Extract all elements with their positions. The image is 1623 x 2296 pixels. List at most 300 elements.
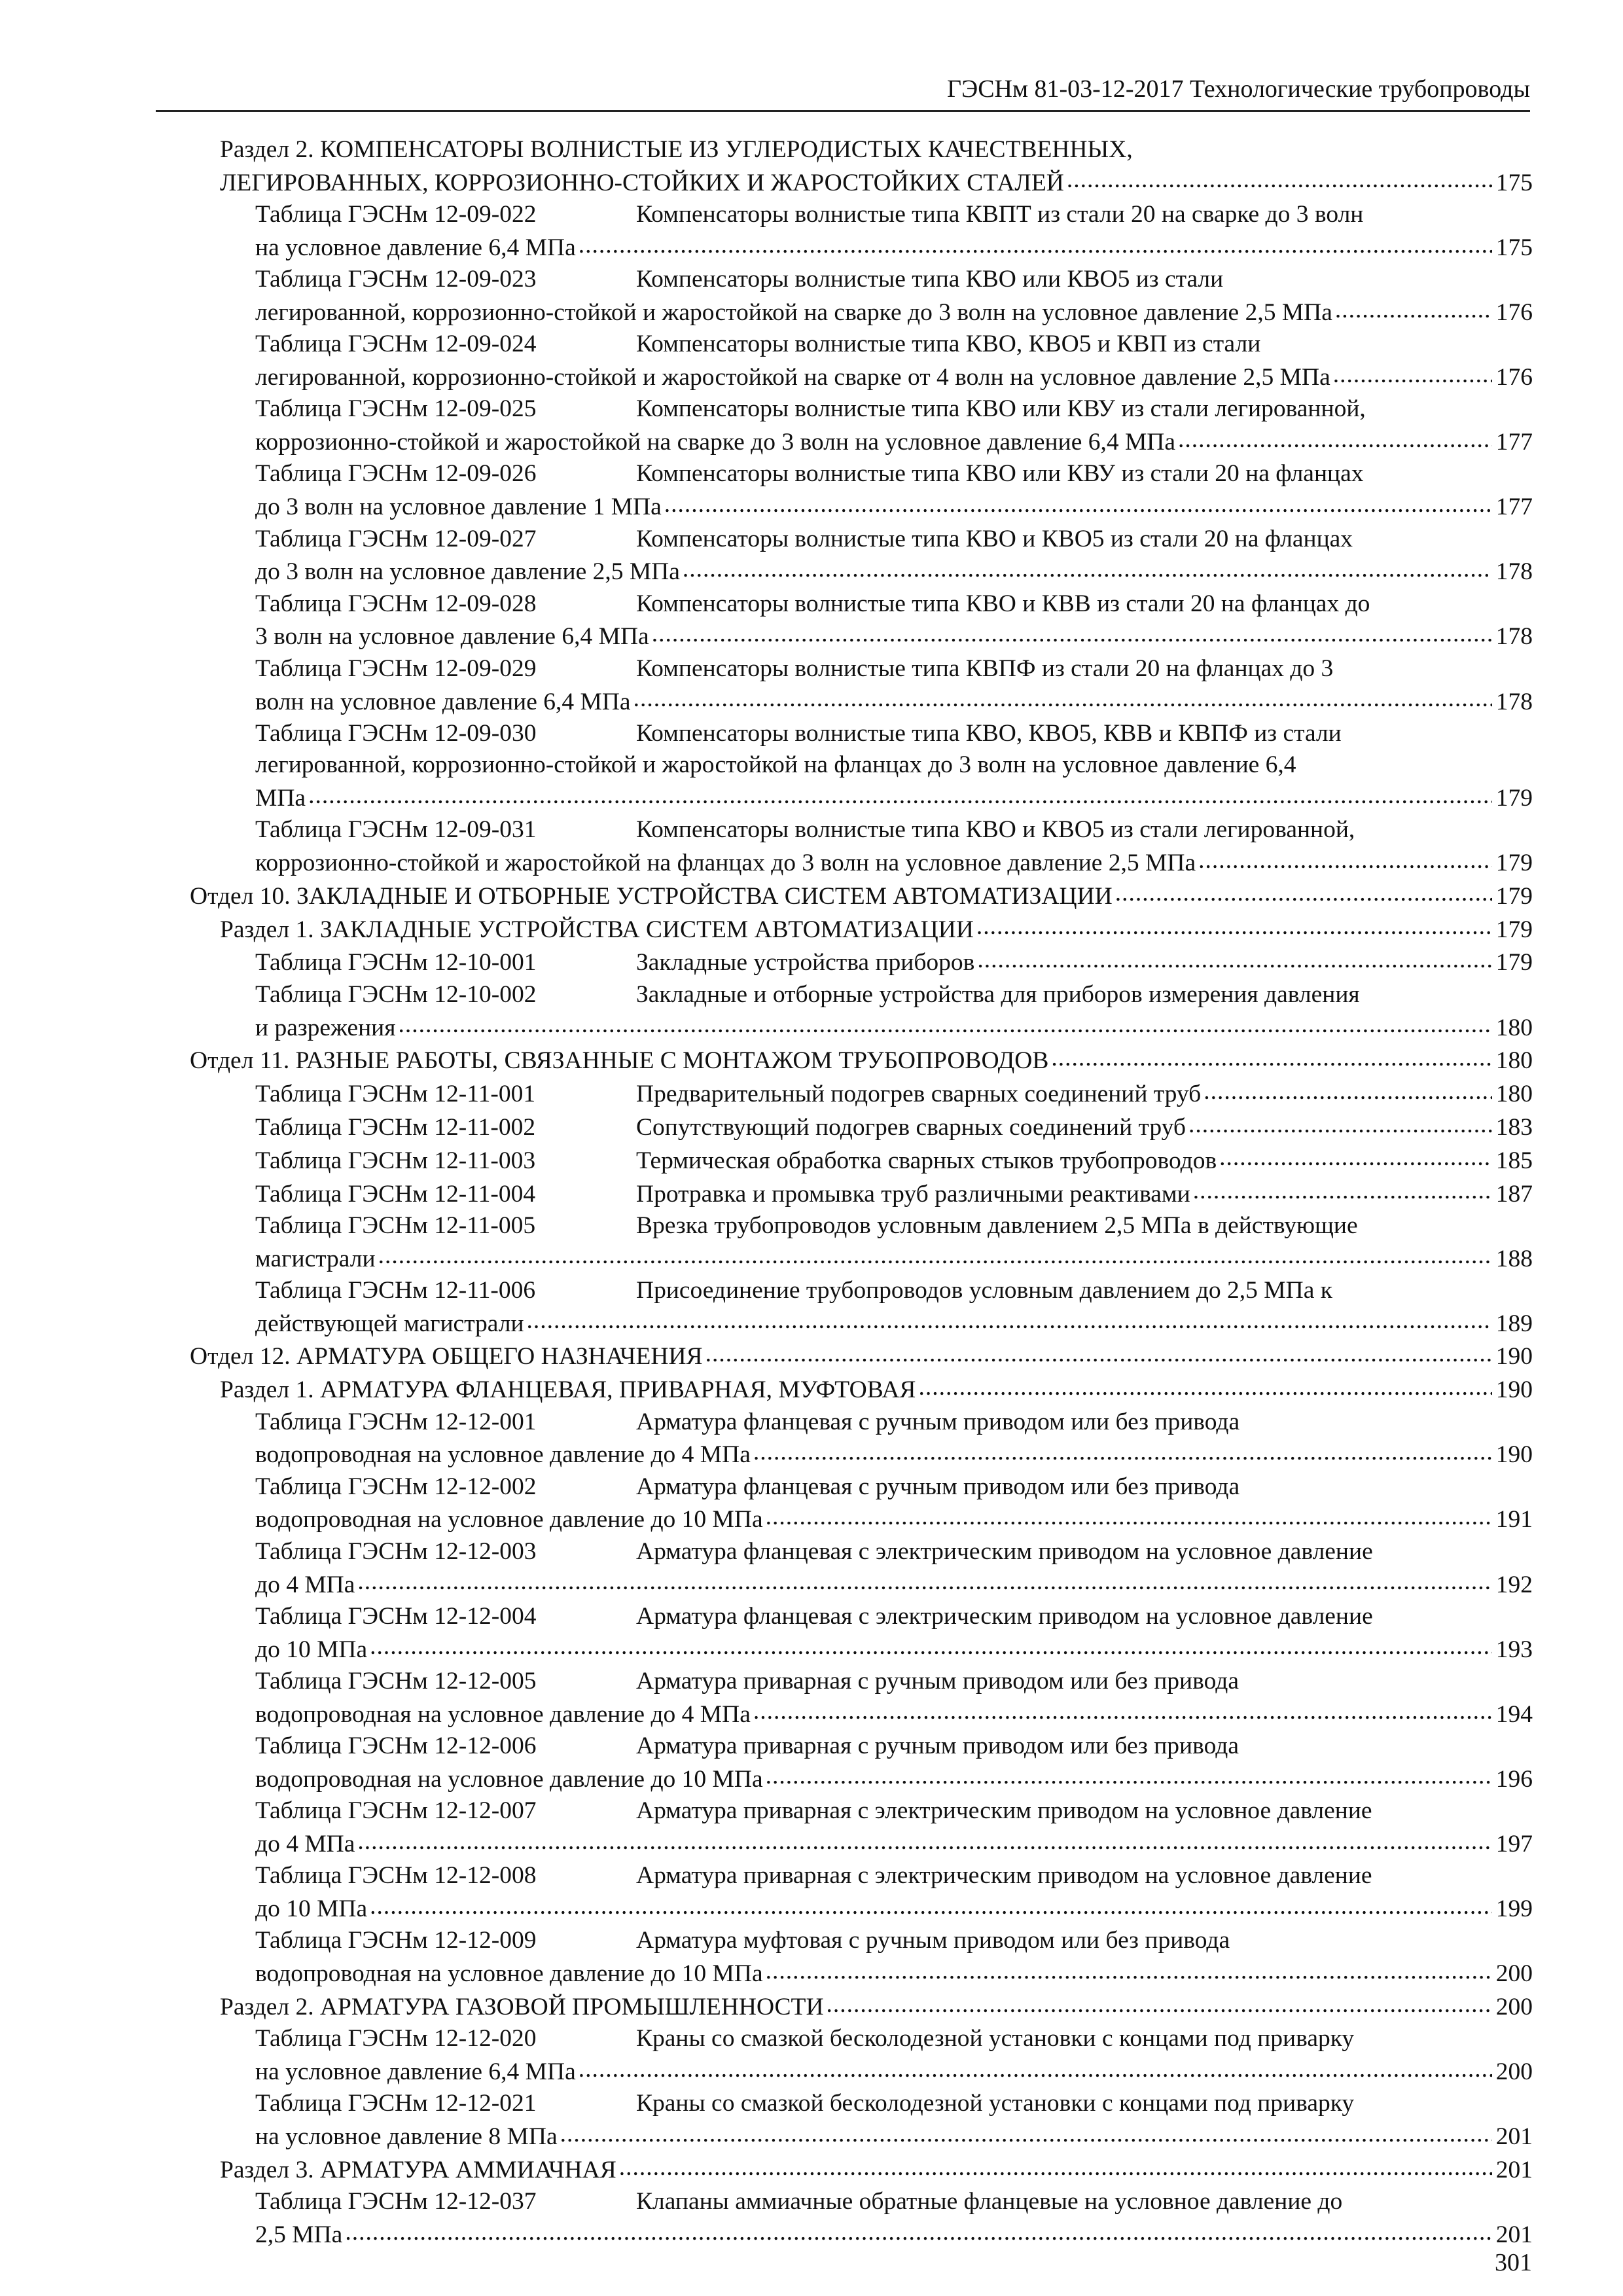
toc-entry-title: до 10 МПа (255, 1895, 368, 1923)
table-code: Таблица ГЭСНм 12-12-021 (255, 2090, 537, 2117)
toc-entry-title: и разрежения (255, 1014, 396, 1041)
table-title: Арматура приварная с электрическим приводом на условное давление (636, 1797, 1372, 1825)
toc-line (190, 1795, 1533, 1827)
toc-entry (190, 524, 1533, 588)
section-title: Раздел 2. КОМПЕНСАТОРЫ ВОЛНИСТЫЕ ИЗ УГЛЕРОДИСТЫХ КАЧЕСТВЕННЫХ, (220, 136, 1133, 163)
toc-line (190, 1373, 1533, 1407)
toc-page-number: 189 (1495, 1310, 1533, 1337)
dot-leader (345, 2218, 1491, 2243)
dot-leader (652, 620, 1492, 645)
toc-entry-text (255, 556, 680, 588)
table-code: Таблица ГЭСНм 12-09-028 (255, 590, 537, 617)
table-title: Предварительный подогрев сварных соединений труб (636, 1081, 1202, 1108)
toc-entry-text (190, 1341, 703, 1372)
dot-leader (579, 230, 1492, 255)
table-code: Таблица ГЭСНм 12-09-030 (255, 719, 537, 747)
dot-leader (1051, 1044, 1491, 1069)
toc-entry-text (255, 1504, 763, 1535)
toc-line (190, 718, 1533, 749)
toc-line (190, 1143, 1533, 1177)
table-code: Таблица ГЭСНм 12-11-005 (255, 1211, 536, 1239)
toc-entry-title: до 3 волн на условное давление 1 МПа (255, 493, 662, 521)
toc-entry-text (255, 1958, 763, 1990)
toc-line (190, 1011, 1533, 1044)
table-title: Компенсаторы волнистые типа КВО или КВУ из стали легированной, (636, 395, 1366, 423)
toc-entry-title: Раздел 2. АРМАТУРА ГАЗОВОЙ ПРОМЫШЛЕННОСТИ (220, 1993, 824, 2020)
table-title: Компенсаторы волнистые типа КВО и КВВ из стали 20 на фланцах до (636, 590, 1370, 617)
toc-page-number: 190 (1495, 1343, 1533, 1371)
table-code: Таблица ГЭСНм 12-12-008 (255, 1862, 537, 1890)
toc-entry (190, 588, 1533, 653)
table-title-continued: легированной, коррозионно-стойкой и жаростойкой на фланцах до 3 волн на условное давление 6,4 (255, 751, 1296, 779)
dot-leader (1178, 425, 1492, 450)
toc-entry-title: Отдел 12. АРМАТУРА ОБЩЕГО НАЗНАЧЕНИЯ (190, 1343, 703, 1371)
toc-entry-text (255, 2121, 558, 2153)
table-code: Таблица ГЭСНм 12-09-027 (255, 525, 537, 552)
toc-entry-title: Раздел 3. АРМАТУРА АММИАЧНАЯ (220, 2156, 616, 2183)
toc-entry (190, 1177, 1533, 1210)
toc-line (190, 1503, 1533, 1536)
toc-page-number: 179 (1495, 882, 1533, 910)
toc-line (190, 329, 1533, 360)
toc-entry-text (255, 1112, 1186, 1143)
table-code: Таблица ГЭСНм 12-09-031 (255, 816, 537, 844)
table-code: Таблица ГЭСНм 12-09-026 (255, 460, 537, 488)
toc-page-number: 187 (1495, 1180, 1533, 1208)
toc-line (190, 1731, 1533, 1762)
toc-line (190, 1666, 1533, 1697)
table-title: Компенсаторы волнистые типа КВО, КВО5 и КВП из стали (636, 331, 1261, 358)
toc-line (190, 846, 1533, 880)
toc-line (190, 1601, 1533, 1632)
toc-entry-text (255, 1145, 1217, 1177)
toc-line (190, 749, 1533, 781)
toc-entry (190, 1860, 1533, 1925)
table-title: Арматура приварная с ручным приводом или без привода (636, 1667, 1239, 1695)
table-title: Арматура приварная с электрическим приводом на условное давление (636, 1862, 1372, 1890)
page-number: 301 (1495, 2249, 1532, 2276)
toc-entry (190, 814, 1533, 879)
toc-line (190, 1892, 1533, 1926)
table-code: Таблица ГЭСНм 12-12-002 (255, 1473, 537, 1500)
toc-line (190, 555, 1533, 588)
toc-page-number: 194 (1495, 1700, 1533, 1728)
toc-entry-text (220, 1992, 824, 2023)
table-code: Таблица ГЭСНм 12-09-024 (255, 331, 537, 358)
toc-page-number: 197 (1495, 1830, 1533, 1857)
toc-entry-title: водопроводная на условное давление до 10 МПа (255, 1765, 763, 1793)
toc-entry-title: 2,5 МПа (255, 2221, 343, 2248)
toc-entry (190, 912, 1533, 946)
dot-leader (308, 781, 1492, 806)
toc-entry-text (255, 232, 576, 264)
toc-line (190, 1762, 1533, 1795)
toc-line (190, 361, 1533, 394)
toc-line (190, 879, 1533, 912)
toc-entry (190, 1731, 1533, 1795)
toc-entry-text (255, 1829, 355, 1860)
toc-line (190, 490, 1533, 524)
toc-page-number: 179 (1495, 916, 1533, 943)
toc-entry (190, 1666, 1533, 1731)
dot-leader (527, 1306, 1492, 1331)
toc-line (190, 393, 1533, 425)
toc-entry-text (255, 1308, 524, 1340)
toc-entry-text (255, 297, 1332, 329)
dot-leader (664, 490, 1492, 515)
table-code: Таблица ГЭСНм 12-11-001 (255, 1081, 536, 1108)
dot-leader (683, 555, 1492, 580)
table-code: Таблица ГЭСНм 12-12-007 (255, 1797, 537, 1825)
toc-entry (190, 1373, 1533, 1407)
toc-line (190, 814, 1533, 846)
toc-line (190, 2023, 1533, 2054)
toc-entry-title: легированной, коррозионно-стойкой и жаростойкой на сварке от 4 волн на условное давление 2,5 МПа (255, 364, 1330, 391)
table-title: Термическая обработка сварных стыков трубопроводов (636, 1147, 1217, 1174)
toc-line (190, 1568, 1533, 1601)
dot-leader (753, 1697, 1492, 1722)
toc-entry-text (255, 947, 974, 978)
dot-leader (1198, 846, 1492, 871)
toc-entry (190, 1925, 1533, 1990)
toc-page-number: 200 (1495, 2058, 1533, 2086)
toc-line (190, 588, 1533, 620)
toc-entry-title: Отдел 11. РАЗНЫЕ РАБОТЫ, СВЯЗАННЫЕ С МОНТАЖОМ ТРУБОПРОВОДОВ (190, 1047, 1049, 1075)
table-code: Таблица ГЭСНм 12-12-004 (255, 1602, 537, 1630)
table-title: Арматура фланцевая с ручным приводом или без привода (636, 1473, 1240, 1500)
table-title: Компенсаторы волнистые типа КВО и КВО5 из стали 20 на фланцах (636, 525, 1353, 552)
toc-line (190, 946, 1533, 979)
dot-leader (1193, 1177, 1492, 1202)
toc-entry (190, 2153, 1533, 2186)
dot-leader (977, 946, 1491, 971)
table-title: Врезка трубопроводов условным давлением 2,5 МПа в действующие (636, 1211, 1358, 1239)
toc-entry-title: коррозионно-стойкой и жаростойкой на фланцах до 3 волн на условное давление 2,5 МПа (255, 850, 1196, 877)
toc-line (190, 295, 1533, 329)
toc-entry-title: до 3 волн на условное давление 2,5 МПа (255, 558, 680, 586)
dot-leader (753, 1438, 1492, 1463)
toc-line (190, 2153, 1533, 2186)
toc-entry-text (255, 1439, 751, 1471)
toc-entry-text (255, 687, 631, 718)
toc-entry (190, 1536, 1533, 1601)
toc-page-number: 177 (1495, 429, 1533, 456)
table-title: Арматура муфтовая с ручным приводом или без привода (636, 1927, 1230, 1954)
toc-entry (190, 1407, 1533, 1471)
toc-entry-title: магистрали (255, 1245, 376, 1272)
dot-leader (1333, 361, 1492, 386)
toc-entry-title: МПа (255, 784, 306, 812)
table-code: Таблица ГЭСНм 12-12-009 (255, 1927, 537, 1954)
toc-entry-text (255, 427, 1175, 458)
toc-line (190, 1210, 1533, 1242)
toc-page-number: 201 (1495, 2221, 1533, 2248)
toc-page-number: 179 (1495, 850, 1533, 877)
toc-page-number: 180 (1495, 1081, 1533, 1108)
toc-line (190, 2055, 1533, 2089)
table-code: Таблица ГЭСНм 12-11-002 (255, 1113, 536, 1141)
toc-entry-text (255, 1764, 763, 1795)
toc-entry-text (255, 2056, 576, 2088)
toc-page-number: 175 (1495, 169, 1533, 196)
toc-entry (190, 2186, 1533, 2251)
table-title: Арматура фланцевая с электрическим приводом на условное давление (636, 1602, 1373, 1630)
toc-entry-text (255, 1013, 396, 1044)
table-code: Таблица ГЭСНм 12-09-023 (255, 266, 537, 293)
toc-entry-text (255, 1634, 367, 1666)
dot-leader (357, 1568, 1491, 1592)
toc-entry (190, 329, 1533, 393)
table-title: Компенсаторы волнистые типа КВО, КВО5, КВВ и КВПФ из стали (636, 719, 1342, 747)
table-title: Клапаны аммиачные обратные фланцевые на условное давление до (636, 2188, 1343, 2215)
dot-leader (357, 1827, 1491, 1852)
table-code: Таблица ГЭСНм 12-11-004 (255, 1180, 536, 1208)
table-title: Закладные и отборные устройства для приборов измерения давления (636, 980, 1360, 1008)
toc-line (190, 2186, 1533, 2217)
table-title: Компенсаторы волнистые типа КВПТ из стали 20 на сварке до 3 волн (636, 201, 1364, 228)
toc-page-number: 196 (1495, 1765, 1533, 1793)
toc-line (190, 685, 1533, 718)
dot-leader (976, 912, 1492, 937)
toc-page-number: 177 (1495, 493, 1533, 521)
toc-line (190, 524, 1533, 555)
toc-page-number: 190 (1495, 1376, 1533, 1404)
toc-entry-text (255, 2219, 342, 2251)
toc-line (190, 1632, 1533, 1666)
toc-entry-title: Отдел 10. ЗАКЛАДНЫЕ И ОТБОРНЫЕ УСТРОЙСТВА СИСТЕМ АВТОМАТИЗАЦИИ (190, 882, 1113, 910)
toc-page-number: 200 (1495, 1993, 1533, 2020)
table-title: Краны со смазкой бесколодезной установки с концами под приварку (636, 2090, 1355, 2117)
dot-leader (1115, 879, 1492, 904)
toc-entry-text (190, 1045, 1048, 1077)
toc-line (190, 1275, 1533, 1306)
toc-entry-text (255, 848, 1196, 879)
toc-line (190, 1925, 1533, 1956)
toc-line (190, 979, 1533, 1011)
toc-line (190, 264, 1533, 295)
header-title: ГЭСНм 81-03-12-2017 Технологические трубопроводы (947, 75, 1530, 103)
toc-page-number: 176 (1495, 364, 1533, 391)
toc-entry-text (220, 2155, 616, 2186)
toc-entry-text (255, 492, 662, 523)
table-code: Таблица ГЭСНм 12-09-025 (255, 395, 537, 423)
dot-leader (766, 1957, 1492, 1982)
table-title: Краны со смазкой бесколодезной установки с концами под приварку (636, 2025, 1355, 2053)
toc-page-number: 178 (1495, 623, 1533, 651)
toc-line (190, 458, 1533, 490)
dot-leader (370, 1892, 1492, 1917)
table-title: Компенсаторы волнистые типа КВО или КВО5 из стали (636, 266, 1224, 293)
dot-leader (766, 1503, 1492, 1528)
toc-entry (190, 718, 1533, 814)
toc-entry (190, 1143, 1533, 1177)
toc-entry (190, 1044, 1533, 1077)
toc-page-number: 200 (1495, 1960, 1533, 1988)
toc-page-number: 179 (1495, 784, 1533, 812)
toc-entry (190, 2088, 1533, 2153)
running-header (156, 71, 1530, 112)
toc-entry-title: ЛЕГИРОВАННЫХ, КОРРОЗИОННО-СТОЙКИХ И ЖАРОСТОЙКИХ СТАЛЕЙ (220, 169, 1064, 196)
dot-leader (766, 1762, 1492, 1787)
table-title: Арматура фланцевая с электрическим приводом на условное давление (636, 1537, 1373, 1565)
toc-line (190, 1110, 1533, 1143)
toc-entry-title: водопроводная на условное давление до 4 МПа (255, 1441, 751, 1469)
toc-line (190, 653, 1533, 685)
toc-entry-title: на условное давление 6,4 МПа (255, 2058, 576, 2086)
table-title: Компенсаторы волнистые типа КВО или КВУ из стали 20 на фланцах (636, 460, 1364, 488)
toc-line (190, 1536, 1533, 1568)
toc-line (190, 1990, 1533, 2023)
toc-line (190, 2218, 1533, 2251)
toc-entry-title: до 4 МПа (255, 1830, 355, 1857)
toc-page-number: 192 (1495, 1571, 1533, 1598)
toc-entry-title: 3 волн на условное давление 6,4 МПа (255, 623, 649, 651)
table-title: Закладные устройства приборов (636, 949, 975, 977)
toc-entry-text (255, 1179, 1190, 1210)
dot-leader (1335, 295, 1492, 320)
toc-page-number: 201 (1495, 2156, 1533, 2183)
dot-leader (399, 1011, 1492, 1035)
toc-entry-text (255, 1893, 367, 1925)
toc-entry-text (255, 621, 649, 653)
dot-leader (705, 1340, 1492, 1365)
toc-page-number: 180 (1495, 1047, 1533, 1075)
table-code: Таблица ГЭСНм 12-12-006 (255, 1732, 537, 1760)
toc-line (190, 912, 1533, 946)
table-code: Таблица ГЭСНм 12-10-002 (255, 980, 537, 1008)
table-code: Таблица ГЭСНм 12-11-006 (255, 1276, 536, 1304)
toc-page-number: 201 (1495, 2123, 1533, 2151)
toc-line (190, 620, 1533, 653)
dot-leader (1067, 166, 1492, 190)
table-code: Таблица ГЭСНм 12-09-029 (255, 655, 537, 682)
toc-entry (190, 653, 1533, 718)
toc-page-number: 178 (1495, 558, 1533, 586)
table-title: Присоединение трубопроводов условным давлением до 2,5 МПа к (636, 1276, 1332, 1304)
dot-leader (1204, 1077, 1492, 1102)
dot-leader (560, 2120, 1492, 2145)
toc-line (190, 230, 1533, 264)
dot-leader (918, 1373, 1491, 1398)
toc-line (190, 199, 1533, 230)
toc-line (190, 134, 1533, 166)
toc-line (190, 1044, 1533, 1077)
toc-line (190, 2088, 1533, 2119)
toc-page-number: 176 (1495, 298, 1533, 326)
table-code: Таблица ГЭСНм 12-12-037 (255, 2188, 537, 2215)
dot-leader (370, 1632, 1492, 1657)
toc-entry-title: до 4 МПа (255, 1571, 355, 1598)
toc-line (190, 1340, 1533, 1373)
toc-entry (190, 879, 1533, 912)
toc-entry-title: до 10 МПа (255, 1636, 368, 1663)
toc-page-number: 180 (1495, 1014, 1533, 1041)
toc-entry-title: водопроводная на условное давление до 10 МПа (255, 1506, 763, 1534)
dot-leader (1219, 1143, 1492, 1168)
toc-entry-text (255, 1079, 1201, 1110)
toc-line (190, 1306, 1533, 1340)
toc-entry-title: водопроводная на условное давление до 10 МПа (255, 1960, 763, 1988)
toc-line (190, 425, 1533, 459)
toc-entry (190, 393, 1533, 458)
toc-entry-title: водопроводная на условное давление до 4 МПа (255, 1700, 751, 1728)
toc-entry (190, 2023, 1533, 2088)
toc-entry (190, 979, 1533, 1044)
toc-line (190, 781, 1533, 814)
toc-page-number: 185 (1495, 1147, 1533, 1174)
toc-line (190, 1242, 1533, 1275)
toc-line (190, 1407, 1533, 1438)
toc-line (190, 2120, 1533, 2153)
toc-entry-text (220, 1374, 916, 1406)
toc-entry (190, 1210, 1533, 1275)
toc-page-number: 191 (1495, 1506, 1533, 1534)
toc-entry-text (220, 914, 974, 946)
toc-line (190, 1827, 1533, 1860)
toc-entry (190, 1340, 1533, 1373)
toc-entry-title: Раздел 1. АРМАТУРА ФЛАНЦЕВАЯ, ПРИВАРНАЯ, МУФТОВАЯ (220, 1376, 916, 1404)
toc-entry-title: легированной, коррозионно-стойкой и жаростойкой на сварке до 3 волн на условное давление 2,5 МПа (255, 298, 1332, 326)
table-of-contents (190, 134, 1533, 2251)
toc-entry-text (220, 168, 1064, 199)
toc-line (190, 1438, 1533, 1471)
table-title: Арматура приварная с ручным приводом или без привода (636, 1732, 1239, 1760)
table-code: Таблица ГЭСНм 12-12-001 (255, 1408, 537, 1435)
toc-page-number: 199 (1495, 1895, 1533, 1923)
toc-page-number: 193 (1495, 1636, 1533, 1663)
table-code: Таблица ГЭСНм 12-12-003 (255, 1537, 537, 1565)
toc-entry-text (255, 1570, 355, 1601)
toc-line (190, 1471, 1533, 1503)
table-title: Протравка и промывка труб различными реактивами (636, 1180, 1190, 1208)
toc-page-number: 175 (1495, 234, 1533, 261)
toc-page-number: 179 (1495, 949, 1533, 977)
toc-entry (190, 134, 1533, 199)
toc-entry-text (255, 783, 306, 814)
toc-line (190, 1077, 1533, 1111)
toc-entry-title: Раздел 1. ЗАКЛАДНЫЕ УСТРОЙСТВА СИСТЕМ АВТОМАТИЗАЦИИ (220, 916, 974, 943)
dot-leader (579, 2055, 1492, 2080)
toc-entry-text (255, 1699, 751, 1731)
toc-line (190, 1860, 1533, 1892)
toc-entry (190, 1795, 1533, 1860)
toc-page-number: 188 (1495, 1245, 1533, 1272)
toc-entry-title: волн на условное давление 6,4 МПа (255, 688, 631, 715)
toc-page-number: 178 (1495, 688, 1533, 715)
toc-entry (190, 1471, 1533, 1536)
dot-leader (619, 2153, 1492, 2178)
toc-entry (190, 1110, 1533, 1143)
toc-page-number: 183 (1495, 1113, 1533, 1141)
toc-entry (190, 1077, 1533, 1111)
toc-line (190, 1957, 1533, 1990)
table-title: Арматура фланцевая с ручным приводом или без привода (636, 1408, 1240, 1435)
toc-entry-text (255, 1244, 376, 1275)
table-code: Таблица ГЭСНм 12-11-003 (255, 1147, 536, 1174)
toc-entry (190, 1601, 1533, 1666)
table-code: Таблица ГЭСНм 12-12-020 (255, 2025, 537, 2053)
toc-entry (190, 199, 1533, 264)
table-title: Компенсаторы волнистые типа КВПФ из стали 20 на фланцах до 3 (636, 655, 1334, 682)
dot-leader (378, 1242, 1492, 1266)
toc-entry (190, 1275, 1533, 1340)
toc-page-number: 190 (1495, 1441, 1533, 1469)
dot-leader (1188, 1110, 1492, 1135)
toc-entry (190, 458, 1533, 523)
toc-entry-title: действующей магистрали (255, 1310, 524, 1337)
dot-leader (633, 685, 1492, 709)
toc-entry (190, 946, 1533, 979)
